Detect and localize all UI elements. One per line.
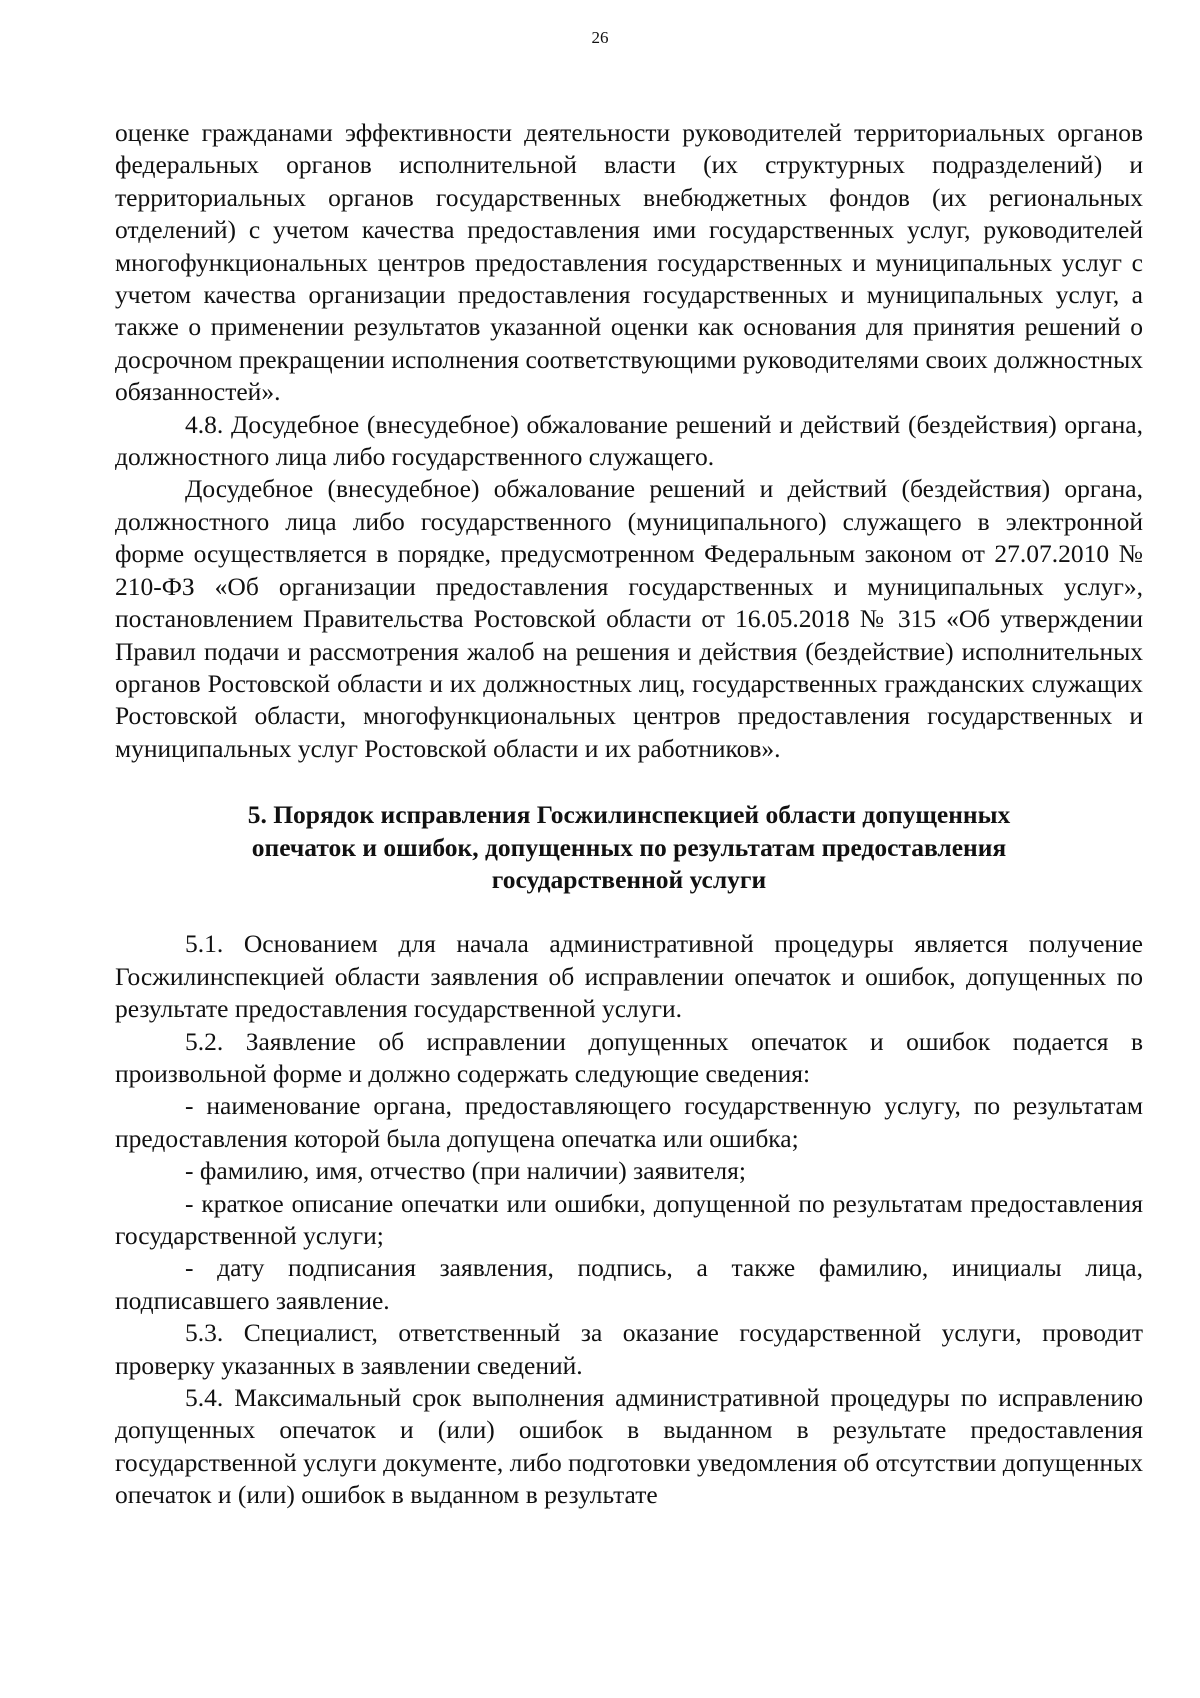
list-item-signature: - дату подписания заявления, подпись, а также фамилию, инициалы лица, подписавшего заявление. xyxy=(115,1253,1143,1315)
section-5-heading xyxy=(115,799,1143,896)
paragraph-5-3: 5.3. Специалист, ответственный за оказание государственной услуги, проводит проверку указанных в заявлении сведений. xyxy=(115,1318,1143,1380)
heading-line-2: опечаток и ошибок, допущенных по результатам предоставления xyxy=(251,832,1007,862)
paragraph-5-2: 5.2. Заявление об исправлении допущенных опечаток и ошибок подается в произвольной форме и должно содержать следующие сведения: xyxy=(115,1026,1143,1088)
paragraph-continuation: оценке гражданами эффективности деятельности руководителей территориальных органов федеральных органов исполнительной власти (их структурных подразделений) и территориальных органов государственных внебюджетных фондов (их региональных отделений) с учетом качества предоставления ими государственных услуг, руководителей многофункциональных центров предоставления государственных и муниципальных услуг с учетом качества организации предоставления государственных и муниципальных услуг, а также о применении результатов указанной оценки как основания для принятия решений о досрочном прекращении исполнения соответствующими руководителями своих должностных обязанностей». xyxy=(115,118,1143,407)
paragraph-appeal: Досудебное (внесудебное) обжалование решений и действий (бездействия) органа, должностного лица либо государственного (муниципального) служащего в электронной форме осуществляется в порядке, предусмотренном Федеральным законом от 27.07.2010 № 210-ФЗ «Об организации предоставления государственных и муниципальных услуг», постановлением Правительства Ростовской области от 16.05.2018 № 315 «Об утверждении Правил подачи и рассмотрения жалоб на решения и действия (бездействие) исполнительных органов Ростовской области и их должностных лиц, государственных гражданских служащих Ростовской области, многофункциональных центров предоставления государственных и муниципальных услуг Ростовской области и их работников». xyxy=(115,474,1143,763)
paragraph-5-1: 5.1. Основанием для начала административной процедуры является получение Госжилинспекцией области заявления об исправлении опечаток и ошибок, допущенных по результате предоставления государственной услуги. xyxy=(115,929,1143,1024)
list-item-error-description: - краткое описание опечатки или ошибки, допущенной по результатам предоставления государственной услуги; xyxy=(115,1188,1143,1250)
list-item-organ-name: - наименование органа, предоставляющего государственную услугу, по результатам предоставления которой была допущена опечатка или ошибка; xyxy=(115,1091,1143,1153)
list-item-applicant-name: - фамилию, имя, отчество (при наличии) заявителя; xyxy=(185,1156,746,1186)
page-number: 26 xyxy=(591,28,609,47)
heading-line-3: государственной услуги xyxy=(491,864,767,894)
document-body xyxy=(115,117,1143,1512)
paragraph-5-4: 5.4. Максимальный срок выполнения административной процедуры по исправлению допущенных опечаток и (или) ошибок в выданном в результате предоставления государственной услуги документе, либо подготовки уведомления об отсутствии допущенных опечаток и (или) ошибок в выданном в результате xyxy=(115,1383,1143,1510)
paragraph-4-8: 4.8. Досудебное (внесудебное) обжалование решений и действий (бездействия) органа, должностного лица либо государственного служащего. xyxy=(115,409,1143,472)
heading-line-1: 5. Порядок исправления Госжилинспекцией области допущенных xyxy=(247,800,1011,830)
